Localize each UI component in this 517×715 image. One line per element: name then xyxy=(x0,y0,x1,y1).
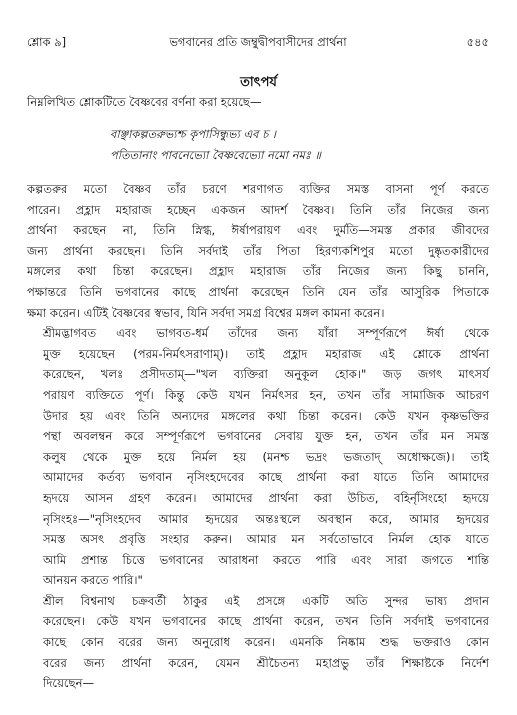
paragraph xyxy=(27,323,489,591)
paragraph xyxy=(27,179,489,323)
text-line: আমি প্রশান্ত চিত্তে ভগবানের আরাধনা করতে পারি এবং সারা জগতে শান্তি xyxy=(43,552,489,567)
text-line: আনয়ন করতে পারি।" xyxy=(43,573,143,588)
text-line: ক্ষমা করেন। এটিই বৈষ্ণবের স্বভাব, যিনি সর্বদা সমগ্র বিশ্বের মঙ্গল কামনা করেন। xyxy=(27,305,385,320)
text-line: পক্ষান্তরে তিনি ভগবানের কাছে প্রার্থনা করেছেন তিনি যেন তাঁর আসুরিক পিতাকে xyxy=(27,284,489,299)
text-line: উদার হয় এবং তিনি অন্যদের মঙ্গলের কথা চিন্তা করেন। কেউ যখন কৃষ্ণভক্তির xyxy=(43,408,489,423)
chapter-title: ভগবানের প্রতি জম্বুদ্বীপবাসীদের প্রার্থনা xyxy=(169,35,347,49)
text-line: দিয়েছেন— xyxy=(43,676,95,691)
text-line: পন্থা অবলম্বন করে সম্পূর্ণরূপে ভগবানের সেবায় যুক্ত হন, তখন তাঁর মন সমস্ত xyxy=(43,429,489,444)
text-line: সমস্ত অসৎ প্রবৃত্তি সংহার করুন। আমার মন সর্বতোভাবে নির্মল হোক যাতে xyxy=(43,532,489,547)
text-line: বরের জন্য প্রার্থনা করেন, যেমন শ্রীচৈতন্য মহাপ্রভু তাঁর শিক্ষাষ্টকে নির্দেশ xyxy=(43,655,489,670)
verse-reference: শ্লোক ৯] xyxy=(27,35,67,49)
purport-body xyxy=(27,179,489,694)
intro-line xyxy=(27,92,489,113)
sanskrit-verse xyxy=(110,124,321,166)
text-line: শ্রীমদ্ভাগবত এবং ভাগবত-ধর্ম তাঁদের জন্য যাঁরা সম্পূর্ণরূপে ঈর্ষা থেকে xyxy=(43,326,489,341)
text-line: করেছেন। কেউ যখন ভগবানের কাছে প্রার্থনা করেন, তখন তিনি সর্বদাই ভগবানের xyxy=(43,614,489,629)
text-line: পরায়ণ ব্যক্তিতে পূর্ণ। কিন্তু কেউ যখন নির্মৎসর হন, তখন তাঁর সামাজিক আচরণ xyxy=(43,387,489,402)
text-line: করেছেন, খলঃ প্রসীদতাম্—"খল ব্যক্তিরা অনুকূল হোক।" জড় জগৎ মাৎসর্য xyxy=(43,367,489,382)
text-line: জন্য প্রার্থনা করছেন। তিনি সর্বদাই তাঁর পিতা হিরণ্যকশিপুর মতো দুষ্কৃতকারীদের xyxy=(27,243,489,258)
text-line: নৃসিংহঃ—"নৃসিংহদেব আমার হৃদয়ের অন্তঃস্থলে অবস্থান করে, আমার হৃদয়ের xyxy=(43,511,489,526)
verse-line: পতিতানাং পাবনেভ্যো বৈষ্ণবেভ্যো নমো নমঃ ॥ xyxy=(110,148,321,162)
intro-text: নিম্নলিখিত শ্লোকটিতে বৈষ্ণবের বর্ণনা করা হয়েছে— xyxy=(27,95,262,109)
text-line: মুক্ত হয়েছেন (পরম-নির্মৎসরাণাম্)। তাই প্রহ্লাদ মহারাজ এই শ্লোকে প্রার্থনা xyxy=(43,346,489,361)
text-line: হৃদয়ে আসন গ্রহণ করেন। আমাদের প্রার্থনা করা উচিত, বহির্নৃসিংহো হৃদয়ে xyxy=(43,490,489,505)
paragraph xyxy=(27,591,489,694)
text-line: শ্রীল বিশ্বনাথ চক্রবর্তী ঠাকুর এই প্রসঙ্গে একটি অতি সুন্দর ভাষ্য প্রদান xyxy=(43,593,489,608)
page-number: ৫৪৫ xyxy=(466,35,489,49)
text-line: কলুষ থেকে মুক্ত হয়ে নির্মল হয় (মনশ্চ ভদ্রং ভজতাদ্ অধোক্ষজে)। তাই xyxy=(43,449,489,464)
text-line: মঙ্গলের কথা চিন্তা করেছেন। প্রহ্লাদ মহারাজ তাঁর নিজের জন্য কিছু চাননি, xyxy=(27,264,489,279)
text-line: কল্পতরুর মতো বৈষ্ণব তাঁর চরণে শরণাগত ব্যক্তির সমস্ত বাসনা পূর্ণ করতে xyxy=(27,182,489,196)
text-line: পারেন। প্রহ্লাদ মহারাজ হচ্ছেন একজন আদর্শ বৈষ্ণব। তিনি তাঁর নিজের জন্য xyxy=(27,202,489,217)
verse-line: বাঞ্ছাকল্পতরুভ্যশ্চ কৃপাসিন্ধুভ্য এব চ । xyxy=(110,127,276,141)
text-line: কাছে কোন বরের জন্য অনুরোধ করেন। এমনকি নিষ্কাম শুদ্ধ ভক্তরাও কোন xyxy=(43,635,489,650)
text-line: প্রার্থনা করছেন না, তিনি স্নিগ্ধ, ঈর্ষাপরায়ণ এবং দুর্মতি—সমস্ত প্রকার জীবদের xyxy=(27,223,489,238)
text-line: আমাদের কর্তব্য ভগবান নৃসিংহদেবের কাছে প্রার্থনা করা যাতে তিনি আমাদের xyxy=(43,470,489,485)
section-title: তাৎপর্য xyxy=(240,75,277,90)
running-header xyxy=(27,34,489,53)
